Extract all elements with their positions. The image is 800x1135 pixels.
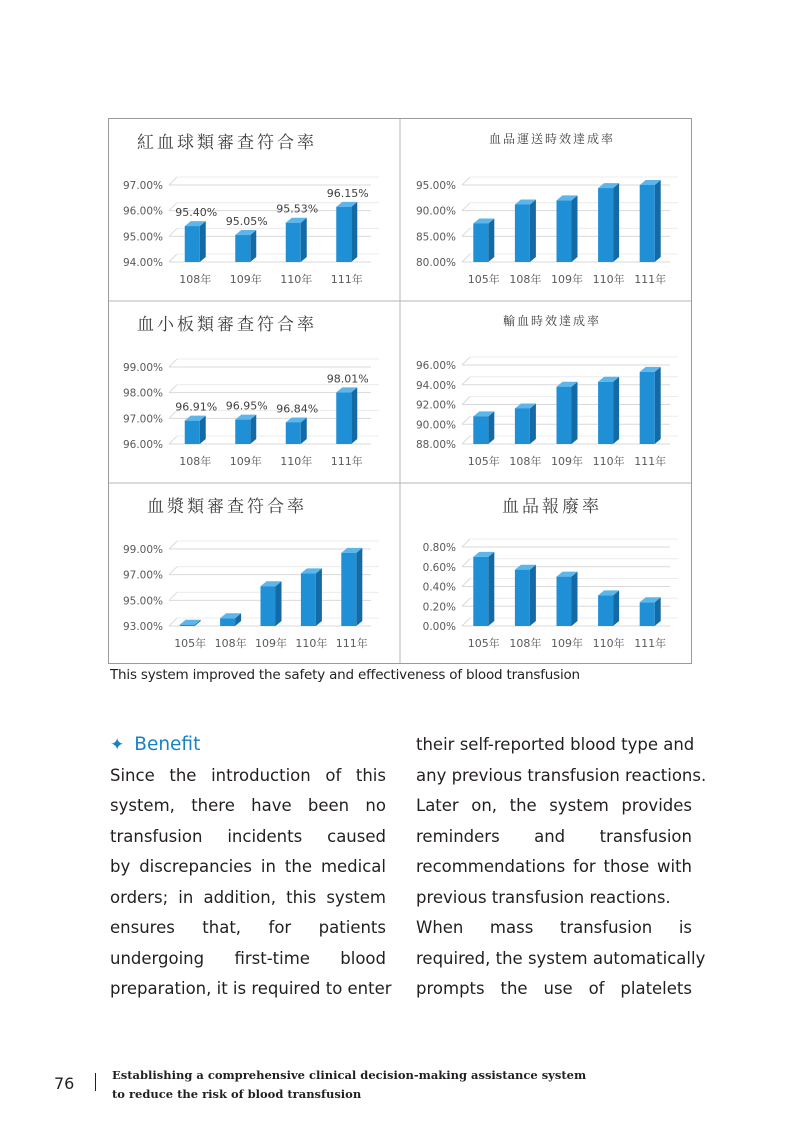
bar	[336, 207, 351, 262]
bar	[598, 595, 613, 626]
gridline	[169, 567, 177, 575]
bar-side	[572, 382, 578, 444]
body-line: their self-reported blood type and	[416, 735, 695, 754]
body-line: orders; in addition, this system	[110, 887, 386, 907]
bar-side	[613, 183, 619, 262]
page-number: 76	[54, 1074, 75, 1093]
x-tick-label: 109年	[229, 273, 262, 286]
body-line: transfusion incidents caused	[110, 826, 386, 846]
benefit-left-column	[110, 730, 392, 1005]
bar-side	[488, 552, 494, 626]
y-tick-label: 0.80%	[422, 542, 456, 554]
x-tick-label: 105年	[467, 273, 500, 286]
gridline	[169, 254, 177, 262]
x-tick-label: 111年	[335, 637, 368, 650]
footer-divider	[95, 1073, 96, 1091]
y-tick-label: 96.00%	[122, 439, 163, 451]
bar-side	[200, 416, 206, 444]
x-tick-label: 109年	[551, 637, 583, 650]
chart-title: 血小板類審查符合率	[137, 315, 317, 335]
y-tick-label: 97.00%	[122, 569, 163, 582]
bar	[598, 382, 613, 444]
footer-title-line: Establishing a comprehensive clinical decision-making assistance system	[112, 1068, 587, 1082]
y-tick-label: 92.00%	[415, 399, 456, 412]
chart-title: 輸血時效達成率	[502, 314, 602, 328]
y-tick-label: 97.00%	[122, 413, 163, 426]
bar-side	[351, 387, 357, 444]
gridline	[462, 377, 470, 385]
bar-side	[530, 565, 536, 626]
y-tick-label: 97.00%	[122, 180, 163, 192]
bar	[235, 235, 250, 262]
gridline	[462, 539, 470, 547]
y-tick-label: 95.00%	[122, 595, 163, 608]
y-tick-label: 0.00%	[422, 621, 456, 633]
bar-side	[351, 202, 357, 262]
bar-side	[316, 568, 322, 626]
gridline	[169, 592, 177, 600]
bar	[515, 570, 530, 626]
y-tick-label: 98.00%	[122, 387, 163, 400]
x-tick-label: 111年	[330, 273, 363, 286]
y-tick-label: 95.00%	[122, 231, 163, 244]
gridline	[169, 228, 177, 236]
bar-side	[572, 195, 578, 262]
body-line: Later on, the system provides	[416, 796, 692, 815]
body-line: undergoing first-time blood	[110, 948, 386, 968]
body-line: ensures that, for patients	[110, 918, 386, 937]
bar	[341, 553, 356, 626]
benefit-right-column	[416, 730, 707, 1005]
data-label: 96.95%	[225, 399, 268, 413]
bar-side	[613, 377, 619, 444]
gridline	[462, 357, 470, 365]
body-line: system, there have been no	[110, 796, 386, 815]
bar	[235, 420, 250, 444]
body-line: prompts the use of platelets	[416, 979, 692, 998]
data-label: 96.84%	[276, 402, 319, 416]
bar-side	[356, 548, 362, 626]
y-tick-label: 88.00%	[415, 439, 456, 451]
chart-panel	[123, 497, 379, 650]
x-tick-label: 105年	[467, 455, 500, 468]
bar-side	[572, 572, 578, 626]
y-tick-label: 96.00%	[122, 205, 163, 218]
y-tick-label: 0.60%	[422, 561, 456, 574]
bar	[557, 200, 572, 262]
bar-side	[250, 230, 256, 262]
chart-panel	[123, 315, 379, 468]
bar	[640, 372, 655, 444]
body-line: recommendations for those with	[416, 857, 692, 876]
gridline	[462, 416, 470, 424]
x-tick-label: 110年	[592, 455, 625, 468]
bar-side	[613, 590, 619, 626]
data-label: 98.01%	[326, 372, 369, 386]
data-label: 96.15%	[326, 186, 369, 200]
body-line: any previous transfusion reactions.	[416, 765, 707, 785]
x-tick-label: 110年	[280, 455, 313, 468]
x-tick-label: 109年	[229, 455, 262, 468]
gridline	[169, 436, 177, 444]
chart-panel	[423, 497, 678, 650]
body-line: required, the system automatically	[416, 948, 706, 968]
body-line: preparation, it is required to enter	[110, 979, 392, 998]
bar	[286, 422, 301, 444]
y-tick-label: 85.00%	[415, 231, 456, 244]
footer-title	[112, 1066, 586, 1104]
gridline	[169, 359, 177, 367]
figure-caption: This system improved the safety and effectiveness of blood transfusion	[110, 667, 580, 683]
chart-title: 血漿類審查符合率	[147, 497, 307, 517]
y-tick-label: 94.00%	[415, 379, 456, 392]
bar	[473, 224, 488, 263]
x-tick-label: 110年	[280, 273, 313, 286]
bar	[301, 573, 316, 626]
bar-side	[488, 411, 494, 444]
bar	[180, 625, 195, 626]
x-tick-label: 109年	[255, 637, 287, 650]
bar-side	[200, 221, 206, 262]
chart-title: 血品運送時效達成率	[488, 132, 616, 146]
bar-side	[276, 581, 282, 626]
gridline	[462, 579, 470, 587]
y-tick-label: 90.00%	[415, 205, 456, 218]
bar	[473, 557, 488, 626]
bar	[557, 387, 572, 444]
bar-top	[180, 620, 201, 625]
x-tick-label: 108年	[179, 273, 212, 286]
gridline	[169, 385, 177, 393]
data-label: 96.91%	[175, 400, 218, 414]
bar	[640, 602, 655, 626]
x-tick-label: 111年	[634, 455, 667, 468]
bar-side	[655, 367, 661, 444]
benefit-heading	[110, 730, 386, 761]
bar	[640, 185, 655, 262]
data-label: 95.53%	[276, 202, 319, 216]
y-tick-label: 0.40%	[422, 581, 456, 594]
gridline	[462, 436, 470, 444]
chart-title: 血品報廢率	[502, 497, 602, 517]
y-tick-label: 90.00%	[415, 419, 456, 432]
y-tick-label: 94.00%	[122, 257, 163, 269]
gridline	[462, 203, 470, 211]
chart-panel	[416, 131, 678, 286]
gridline	[462, 228, 470, 236]
bar-side	[530, 200, 536, 262]
data-label: 95.05%	[225, 215, 268, 229]
chart-panel	[416, 313, 678, 468]
bar-side	[250, 415, 256, 444]
y-tick-label: 80.00%	[415, 257, 456, 269]
chart-panel	[123, 133, 379, 286]
bar	[336, 392, 351, 444]
x-tick-label: 108年	[509, 637, 542, 650]
data-label: 95.40%	[175, 206, 218, 220]
bar	[286, 223, 301, 262]
bar-side	[655, 597, 661, 626]
charts-figure	[108, 118, 692, 664]
bar	[515, 408, 530, 444]
y-tick-label: 96.00%	[415, 360, 456, 372]
bar	[598, 188, 613, 262]
charts-svg	[109, 119, 691, 663]
body-line: by discrepancies in the medical	[110, 857, 386, 876]
bar	[185, 226, 200, 262]
chart-title: 紅血球類審查符合率	[137, 133, 317, 153]
body-line: previous transfusion reactions.	[416, 887, 671, 907]
x-tick-label: 108年	[509, 273, 542, 286]
x-tick-label: 110年	[295, 637, 328, 650]
x-tick-label: 111年	[330, 455, 363, 468]
x-tick-label: 105年	[467, 637, 500, 650]
x-tick-label: 111年	[634, 273, 667, 286]
bar	[261, 586, 276, 626]
footer-title-line: to reduce the risk of blood transfusion	[112, 1087, 362, 1101]
y-tick-label: 93.00%	[122, 621, 163, 633]
gridline	[462, 254, 470, 262]
x-tick-label: 108年	[214, 637, 247, 650]
x-tick-label: 109年	[551, 273, 583, 286]
bar-side	[655, 180, 661, 262]
x-tick-label: 108年	[179, 455, 212, 468]
gridline	[462, 618, 470, 626]
bar	[557, 577, 572, 626]
body-line: reminders and transfusion	[416, 826, 692, 846]
gridline	[462, 177, 470, 185]
y-tick-label: 95.00%	[415, 180, 456, 192]
bar	[185, 421, 200, 444]
x-tick-label: 111年	[634, 637, 667, 650]
gridline	[169, 618, 177, 626]
bar	[473, 416, 488, 444]
body-line: When mass transfusion is	[416, 918, 692, 937]
sparkle-icon: ✦	[110, 735, 125, 755]
y-tick-label: 99.00%	[122, 544, 163, 556]
y-tick-label: 0.20%	[422, 601, 456, 614]
y-tick-label: 99.00%	[122, 362, 163, 374]
x-tick-label: 108年	[509, 455, 542, 468]
bar	[220, 618, 235, 626]
gridline	[169, 541, 177, 549]
bar-side	[530, 403, 536, 444]
bar-side	[488, 219, 494, 263]
bar	[515, 205, 530, 262]
x-tick-label: 110年	[592, 637, 625, 650]
benefit-heading-text: Benefit	[134, 734, 201, 755]
bar-side	[301, 218, 307, 262]
x-tick-label: 109年	[551, 455, 583, 468]
gridline	[169, 177, 177, 185]
gridline	[462, 397, 470, 405]
gridline	[462, 559, 470, 567]
x-tick-label: 110年	[592, 273, 625, 286]
body-line: Since the introduction of this	[110, 765, 386, 785]
x-tick-label: 105年	[174, 637, 207, 650]
gridline	[462, 598, 470, 606]
